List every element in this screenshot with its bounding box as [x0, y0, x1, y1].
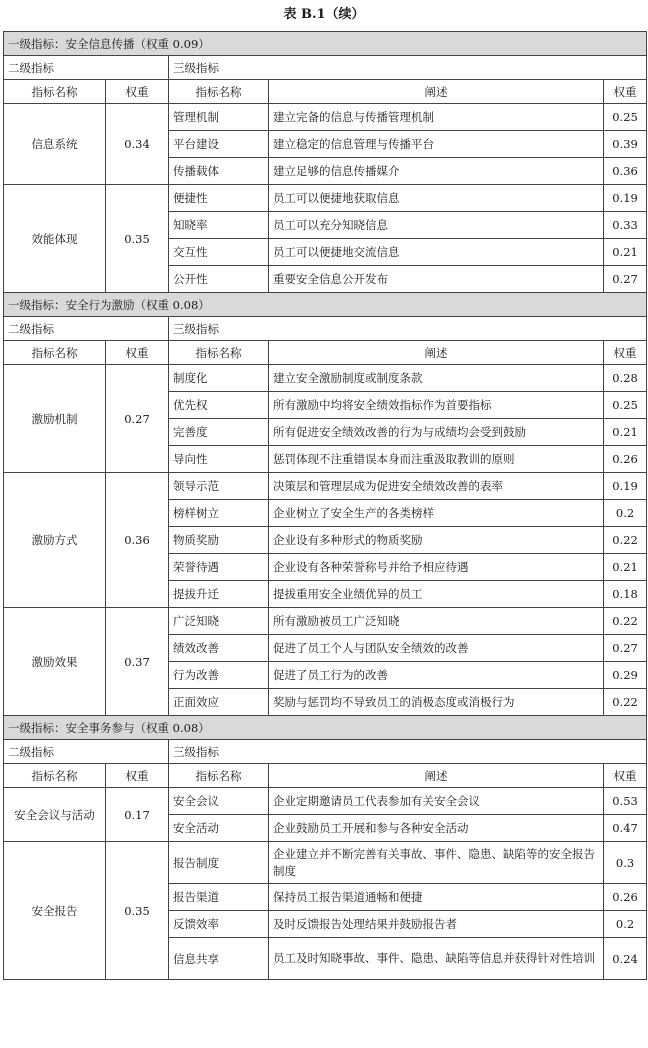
- level3-weight: 0.22: [604, 527, 647, 554]
- level3-name: 安全会议: [169, 788, 269, 815]
- level3-name: 完善度: [169, 419, 269, 446]
- level3-name: 反馈效率: [169, 911, 269, 938]
- description: 奖励与惩罚均不导致员工的消极态度或消极行为: [269, 689, 604, 716]
- level3-name: 传播载体: [169, 158, 269, 185]
- level3-weight: 0.2: [604, 911, 647, 938]
- description-header: 阐述: [269, 80, 604, 104]
- description: 促进了员工个人与团队安全绩效的改善: [269, 635, 604, 662]
- table-row: [4, 365, 647, 392]
- description: 企业设有多种形式的物质奖励: [269, 527, 604, 554]
- description: 惩罚体现不注重错误本身而注重汲取教训的原则: [269, 446, 604, 473]
- level2-weight: 0.17: [106, 788, 169, 842]
- level3-weight: 0.26: [604, 884, 647, 911]
- level3-weight: 0.53: [604, 788, 647, 815]
- level3-name: 平台建设: [169, 131, 269, 158]
- level3-weight: 0.24: [604, 938, 647, 980]
- level3-name-header: 指标名称: [169, 341, 269, 365]
- column-header-row: [4, 341, 647, 365]
- level3-weight-header: 权重: [604, 80, 647, 104]
- level3-label: 三级指标: [169, 56, 647, 80]
- description: 企业定期邀请员工代表参加有关安全会议: [269, 788, 604, 815]
- level2-weight: 0.35: [106, 842, 169, 980]
- description: 建立足够的信息传播媒介: [269, 158, 604, 185]
- section-title: 一级指标：安全事务参与（权重 0.08）: [4, 716, 647, 740]
- description: 员工可以充分知晓信息: [269, 212, 604, 239]
- level3-weight: 0.29: [604, 662, 647, 689]
- level3-name: 便捷性: [169, 185, 269, 212]
- level3-weight-header: 权重: [604, 764, 647, 788]
- table-row: [4, 842, 647, 884]
- level3-name: 导向性: [169, 446, 269, 473]
- level3-label: 三级指标: [169, 740, 647, 764]
- level3-name: 荣誉待遇: [169, 554, 269, 581]
- level3-weight: 0.19: [604, 473, 647, 500]
- level3-name: 管理机制: [169, 104, 269, 131]
- section-header-row: [4, 293, 647, 317]
- level2-weight: 0.34: [106, 104, 169, 185]
- level3-name: 提拔升迁: [169, 581, 269, 608]
- level3-name: 交互性: [169, 239, 269, 266]
- level3-name: 安全活动: [169, 815, 269, 842]
- level3-weight: 0.25: [604, 392, 647, 419]
- level2-weight-header: 权重: [106, 341, 169, 365]
- description: 所有激励中均将安全绩效指标作为首要指标: [269, 392, 604, 419]
- description: 员工可以便捷地获取信息: [269, 185, 604, 212]
- level3-weight: 0.21: [604, 239, 647, 266]
- description: 所有促进安全绩效改善的行为与成绩均会受到鼓励: [269, 419, 604, 446]
- level3-name: 优先权: [169, 392, 269, 419]
- level3-weight: 0.22: [604, 608, 647, 635]
- level2-weight: 0.37: [106, 608, 169, 716]
- level2-label: 二级指标: [4, 317, 169, 341]
- description: 重要安全信息公开发布: [269, 266, 604, 293]
- level2-weight: 0.27: [106, 365, 169, 473]
- indicator-table: [3, 31, 647, 980]
- level2-label: 二级指标: [4, 56, 169, 80]
- description: 建立安全激励制度或制度条款: [269, 365, 604, 392]
- description: 企业设有各种荣誉称号并给予相应待遇: [269, 554, 604, 581]
- level2-weight: 0.35: [106, 185, 169, 293]
- level3-weight: 0.36: [604, 158, 647, 185]
- section-title: 一级指标：安全行为激励（权重 0.08）: [4, 293, 647, 317]
- description: 企业树立了安全生产的各类榜样: [269, 500, 604, 527]
- table-body: [4, 32, 647, 980]
- table-row: [4, 185, 647, 212]
- level3-name: 物质奖励: [169, 527, 269, 554]
- level-label-row: [4, 740, 647, 764]
- description: 企业鼓励员工开展和参与各种安全活动: [269, 815, 604, 842]
- level3-weight: 0.33: [604, 212, 647, 239]
- description-header: 阐述: [269, 764, 604, 788]
- table-row: [4, 104, 647, 131]
- level2-name: 安全报告: [4, 842, 106, 980]
- level3-name: 报告制度: [169, 842, 269, 884]
- level3-weight: 0.27: [604, 635, 647, 662]
- description: 决策层和管理层成为促进安全绩效改善的表率: [269, 473, 604, 500]
- level2-name: 安全会议与活动: [4, 788, 106, 842]
- level3-label: 三级指标: [169, 317, 647, 341]
- level3-name: 行为改善: [169, 662, 269, 689]
- description: 企业建立并不断完善有关事故、事件、隐患、缺陷等的安全报告制度: [269, 842, 604, 884]
- level3-name-header: 指标名称: [169, 764, 269, 788]
- level2-name: 激励方式: [4, 473, 106, 608]
- level3-name: 信息共享: [169, 938, 269, 980]
- level3-weight: 0.21: [604, 554, 647, 581]
- level-label-row: [4, 56, 647, 80]
- level3-weight: 0.28: [604, 365, 647, 392]
- level2-name: 信息系统: [4, 104, 106, 185]
- level3-name: 知晓率: [169, 212, 269, 239]
- level3-name-header: 指标名称: [169, 80, 269, 104]
- column-header-row: [4, 80, 647, 104]
- description: 所有激励被员工广泛知晓: [269, 608, 604, 635]
- description: 建立稳定的信息管理与传播平台: [269, 131, 604, 158]
- level3-weight: 0.25: [604, 104, 647, 131]
- description: 员工及时知晓事故、事件、隐患、缺陷等信息并获得针对性培训: [269, 938, 604, 980]
- level2-weight: 0.36: [106, 473, 169, 608]
- level3-weight: 0.39: [604, 131, 647, 158]
- level3-weight-header: 权重: [604, 341, 647, 365]
- section-header-row: [4, 32, 647, 56]
- description: 促进了员工行为的改善: [269, 662, 604, 689]
- section-title: 一级指标：安全信息传播（权重 0.09）: [4, 32, 647, 56]
- level2-weight-header: 权重: [106, 764, 169, 788]
- description: 及时反馈报告处理结果并鼓励报告者: [269, 911, 604, 938]
- level3-weight: 0.2: [604, 500, 647, 527]
- level3-weight: 0.47: [604, 815, 647, 842]
- level2-name-header: 指标名称: [4, 341, 106, 365]
- column-header-row: [4, 764, 647, 788]
- level3-name: 榜样树立: [169, 500, 269, 527]
- level3-name: 广泛知晓: [169, 608, 269, 635]
- level3-weight: 0.19: [604, 185, 647, 212]
- table-caption: 表 B.1（续）: [283, 7, 365, 22]
- level3-weight: 0.27: [604, 266, 647, 293]
- level3-name: 正面效应: [169, 689, 269, 716]
- level3-name: 制度化: [169, 365, 269, 392]
- description: 保持员工报告渠道通畅和便捷: [269, 884, 604, 911]
- level2-name: 激励机制: [4, 365, 106, 473]
- level2-name-header: 指标名称: [4, 764, 106, 788]
- level3-weight: 0.22: [604, 689, 647, 716]
- level3-weight: 0.18: [604, 581, 647, 608]
- description: 员工可以便捷地交流信息: [269, 239, 604, 266]
- level2-label: 二级指标: [4, 740, 169, 764]
- level-label-row: [4, 317, 647, 341]
- level3-name: 领导示范: [169, 473, 269, 500]
- level2-name-header: 指标名称: [4, 80, 106, 104]
- description-header: 阐述: [269, 341, 604, 365]
- description: 提拔重用安全业绩优异的员工: [269, 581, 604, 608]
- level2-name: 效能体现: [4, 185, 106, 293]
- level3-name: 绩效改善: [169, 635, 269, 662]
- level3-weight: 0.26: [604, 446, 647, 473]
- level2-weight-header: 权重: [106, 80, 169, 104]
- level3-weight: 0.21: [604, 419, 647, 446]
- level3-name: 报告渠道: [169, 884, 269, 911]
- level3-weight: 0.3: [604, 842, 647, 884]
- table-row: [4, 473, 647, 500]
- level2-name: 激励效果: [4, 608, 106, 716]
- description: 建立完备的信息与传播管理机制: [269, 104, 604, 131]
- table-row: [4, 608, 647, 635]
- level3-name: 公开性: [169, 266, 269, 293]
- section-header-row: [4, 716, 647, 740]
- table-row: [4, 788, 647, 815]
